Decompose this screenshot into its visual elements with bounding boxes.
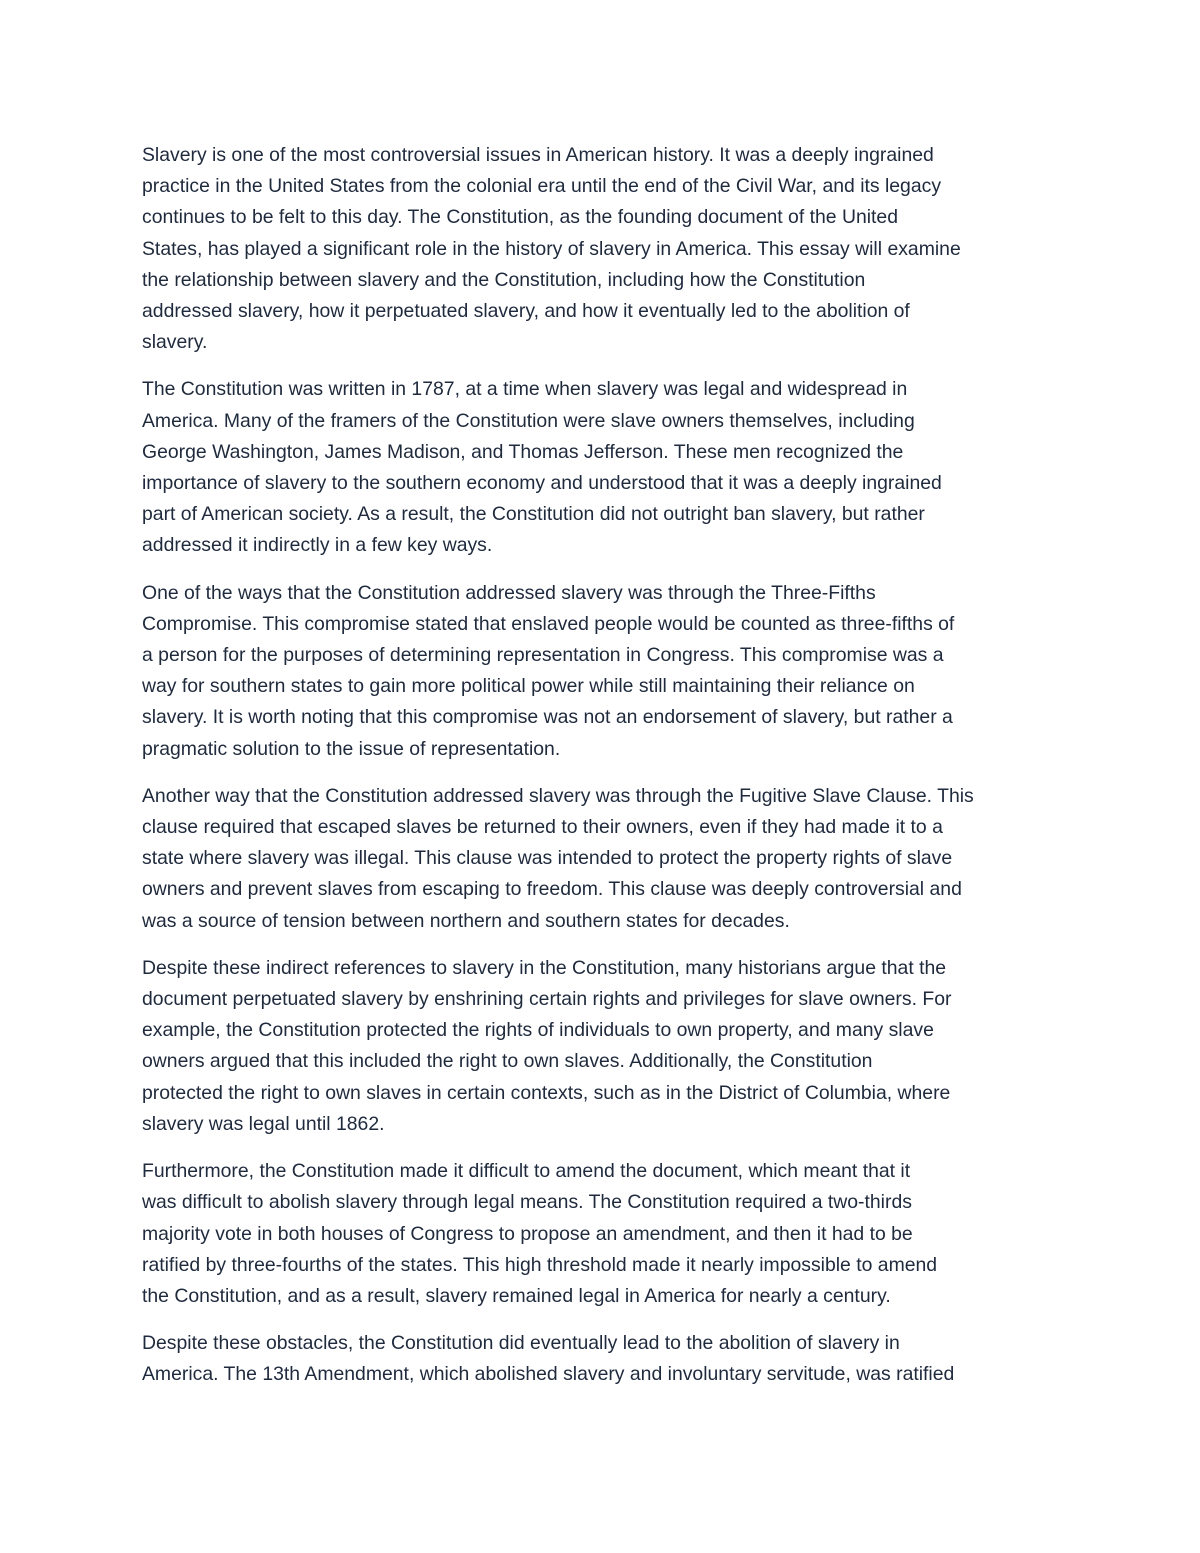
text-line: the relationship between slavery and the Constitution, including how the Constitution [142, 268, 866, 291]
text-line: protected the right to own slaves in certain contexts, such as in the District of Columbia, where [142, 1081, 951, 1104]
paragraph-7 [142, 1328, 1072, 1390]
document-body [142, 140, 1072, 1407]
text-line: The Constitution was written in 1787, at a time when slavery was legal and widespread in [142, 378, 908, 401]
text-line: Compromise. This compromise stated that enslaved people would be counted as three-fifths of [142, 612, 955, 635]
paragraph-2 [142, 374, 1072, 561]
text-line: importance of slavery to the southern economy and understood that it was a deeply ingrained [142, 472, 942, 495]
text-line: owners argued that this included the right to own slaves. Additionally, the Constitution [142, 1050, 873, 1073]
text-line: slavery was legal until 1862. [142, 1112, 385, 1135]
text-line: practice in the United States from the colonial era until the end of the Civil War, and its legacy [142, 175, 942, 198]
paragraph-4 [142, 781, 1072, 937]
text-line: addressed slavery, how it perpetuated slavery, and how it eventually led to the abolition of [142, 300, 910, 323]
text-line: was difficult to abolish slavery through legal means. The Constitution required a two-thirds [142, 1191, 912, 1214]
text-line: America. Many of the framers of the Constitution were slave owners themselves, including [142, 409, 915, 432]
text-line: One of the ways that the Constitution addressed slavery was through the Three-Fifths [142, 581, 876, 604]
text-line: slavery. [142, 331, 208, 354]
text-line: clause required that escaped slaves be returned to their owners, even if they had made it to a [142, 816, 943, 839]
text-line: pragmatic solution to the issue of representation. [142, 737, 561, 760]
text-line: Furthermore, the Constitution made it difficult to amend the document, which meant that it [142, 1160, 911, 1183]
paragraph-6 [142, 1156, 1072, 1312]
text-line: ratified by three-fourths of the states. This high threshold made it nearly impossible to amend [142, 1253, 938, 1276]
text-line: America. The 13th Amendment, which abolished slavery and involuntary servitude, was ratified [142, 1363, 955, 1386]
text-line: Despite these obstacles, the Constitution did eventually lead to the abolition of slavery in [142, 1332, 900, 1355]
text-line: owners and prevent slaves from escaping to freedom. This clause was deeply controversial and [142, 878, 962, 901]
text-line: States, has played a significant role in the history of slavery in America. This essay will examine [142, 237, 961, 260]
paragraph-5 [142, 953, 1072, 1140]
text-line: Slavery is one of the most controversial issues in American history. It was a deeply ingrained [142, 144, 934, 166]
text-line: example, the Constitution protected the rights of individuals to own property, and many slave [142, 1019, 934, 1042]
text-line: document perpetuated slavery by enshrining certain rights and privileges for slave owners. For [142, 988, 952, 1011]
paragraph-3 [142, 578, 1072, 765]
text-line: addressed it indirectly in a few key ways. [142, 534, 493, 557]
text-line: way for southern states to gain more political power while still maintaining their reliance on [142, 675, 915, 698]
text-line: was a source of tension between northern and southern states for decades. [142, 909, 790, 932]
text-line: George Washington, James Madison, and Thomas Jefferson. These men recognized the [142, 440, 904, 463]
text-line: part of American society. As a result, the Constitution did not outright ban slavery, but rather [142, 503, 925, 526]
text-line: majority vote in both houses of Congress to propose an amendment, and then it had to be [142, 1222, 913, 1245]
paragraph-1 [142, 140, 1072, 358]
text-line: continues to be felt to this day. The Constitution, as the founding document of the United [142, 206, 898, 229]
text-line: state where slavery was illegal. This clause was intended to protect the property rights of slave [142, 847, 953, 870]
text-line: slavery. It is worth noting that this compromise was not an endorsement of slavery, but rather a [142, 706, 953, 729]
text-line: Another way that the Constitution addressed slavery was through the Fugitive Slave Clause. This [142, 784, 974, 807]
text-line: a person for the purposes of determining representation in Congress. This compromise was a [142, 644, 944, 667]
text-line: Despite these indirect references to slavery in the Constitution, many historians argue that the [142, 956, 947, 979]
text-line: the Constitution, and as a result, slavery remained legal in America for nearly a century. [142, 1284, 891, 1307]
